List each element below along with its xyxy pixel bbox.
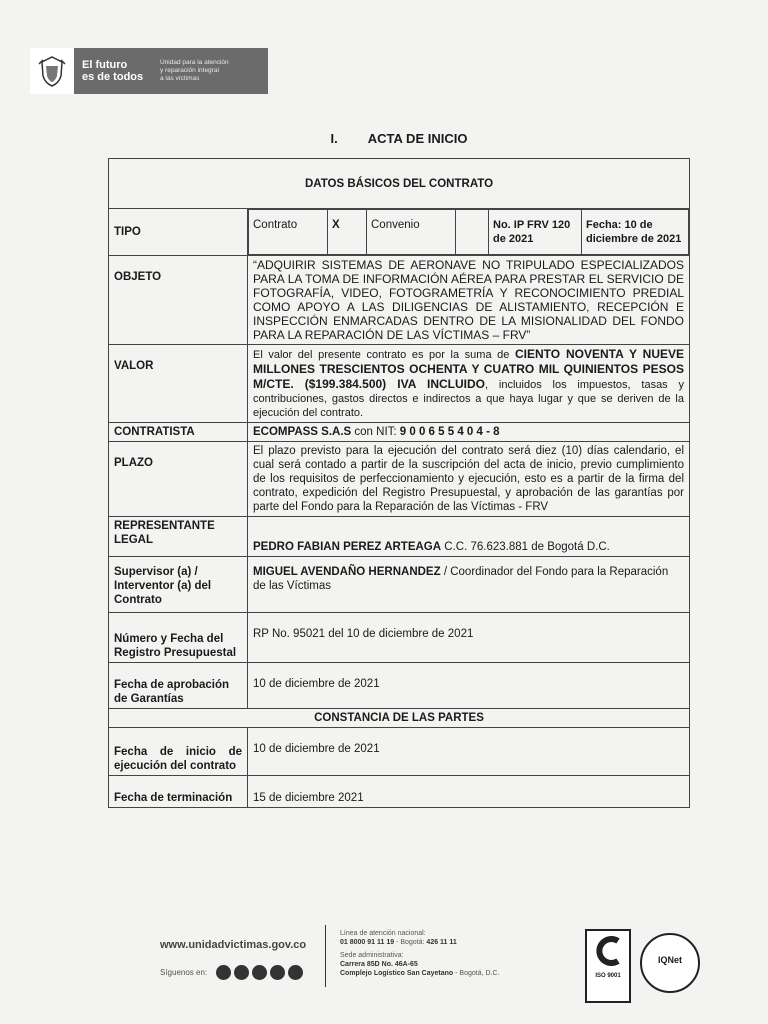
objeto-label: OBJETO	[109, 256, 248, 345]
logo-slogan: El futuro es de todos	[82, 59, 144, 83]
flickr-icon[interactable]	[270, 965, 285, 980]
inicio-label: Fecha de inicio de ejecución del contrato	[109, 728, 248, 776]
page-footer	[160, 925, 720, 1005]
twitter-icon[interactable]	[234, 965, 249, 980]
representante-value: PEDRO FABIAN PEREZ ARTEAGA C.C. 76.623.881 de Bogotá D.C.	[248, 517, 690, 557]
registro-value: RP No. 95021 del 10 de diciembre de 2021	[248, 613, 690, 663]
youtube-icon[interactable]	[252, 965, 267, 980]
contact-info: Línea de atención nacional: 01 8000 91 11 19 - Bogotá: 426 11 11 Sede administrativa: Carrera 85D No. 46A-65 Complejo Logístico San Cayetano - Bogotá, D.C.	[340, 930, 500, 977]
garantias-value: 10 de diciembre de 2021	[248, 663, 690, 709]
page-title: I. ACTA DE INICIO	[330, 131, 468, 146]
logo-banner	[30, 48, 268, 94]
valor-label: VALOR	[109, 345, 248, 423]
contrato-label: Contrato	[249, 210, 328, 255]
objeto-value: “ADQUIRIR SISTEMAS DE AERONAVE NO TRIPULADO ESPECIALIZADOS PARA LA TOMA DE INFORMACIÓN AÉREA PARA PRESTAR EL SERVICIO DE FOTOGRAFÍA, VIDEO, FOTOGRAMETRÍA Y RECONOCIMIENTO PREDIAL COMO APOYO A LAS DILIGENCIAS DE ALISTAMIENTO, RECEPCIÓN E INSPECCIÓN ENMARCADAS DENTRO DE LA MISIONALIDAD DEL FONDO PARA LA REPARACIÓN DE LAS VÍCTIMAS – FRV”	[248, 256, 690, 345]
icontec-certification-logo: ISO 9001	[585, 929, 631, 1003]
contract-table	[108, 158, 690, 808]
supervisor-label: Supervisor (a) / Interventor (a) del Contrato	[109, 557, 248, 613]
terminacion-value: 15 de diciembre 2021	[248, 776, 690, 808]
contract-number: No. IP FRV 120 de 2021	[489, 210, 582, 255]
contrato-mark: X	[328, 210, 367, 255]
registro-label: Número y Fecha del Registro Presupuestal	[109, 613, 248, 663]
terminacion-label: Fecha de terminación	[109, 776, 248, 808]
representante-label: REPRESENTANTE LEGAL	[109, 517, 248, 557]
coat-of-arms-icon	[30, 48, 74, 94]
valor-value: El valor del presente contrato es por la suma de CIENTO NOVENTA Y NUEVE MILLONES TRESCIENTOS OCHENTA Y CUATRO MIL QUINIENTOS PESOS M/CTE. ($199.384.500) IVA INCLUIDO, incluidos los impuestos, tasas y contribuciones, gastos directos e indirectos a que haya lugar y que se deriven de la ejecución del contrato.	[248, 345, 690, 423]
iqnet-certification-logo: IQNet	[640, 933, 700, 993]
contratista-label: CONTRATISTA	[109, 423, 248, 442]
instagram-icon[interactable]	[288, 965, 303, 980]
supervisor-value: MIGUEL AVENDAÑO HERNANDEZ / Coordinador del Fondo para la Reparación de las Víctimas	[248, 557, 690, 613]
contratista-value: ECOMPASS S.A.S con NIT: 9 0 0 6 5 5 4 0 4 - 8	[248, 423, 690, 442]
plazo-label: PLAZO	[109, 442, 248, 517]
inicio-value: 10 de diciembre de 2021	[248, 728, 690, 776]
icontec-icon	[590, 931, 626, 971]
garantias-label: Fecha de aprobación de Garantías	[109, 663, 248, 709]
tipo-label: TIPO	[109, 209, 248, 256]
social-links: Síguenos en:	[160, 965, 303, 980]
facebook-icon[interactable]	[216, 965, 231, 980]
plazo-value: El plazo previsto para la ejecución del contrato será diez (10) días calendario, el cual será contado a partir de la suscripción del acta de inicio, previo cumplimiento de los requisitos de perfeccionamiento y ejecución, esto es a partir de la firma del contrato, expedición del Registro Presupuestal, y aprobación de las garantías por parte del Fondo para la Reparación de las Víctimas - FRV	[248, 442, 690, 517]
constancia-header: CONSTANCIA DE LAS PARTES	[109, 709, 690, 728]
footer-divider	[325, 925, 326, 987]
logo-unit-name: Unidad para la atención y reparación integral a las víctimas	[160, 59, 229, 82]
convenio-label: Convenio	[367, 210, 456, 255]
website-link[interactable]: www.unidadvictimas.gov.co	[160, 939, 307, 951]
section-header: DATOS BÁSICOS DEL CONTRATO	[109, 159, 690, 209]
convenio-mark	[456, 210, 489, 255]
contract-date: Fecha: 10 de diciembre de 2021	[582, 210, 689, 255]
